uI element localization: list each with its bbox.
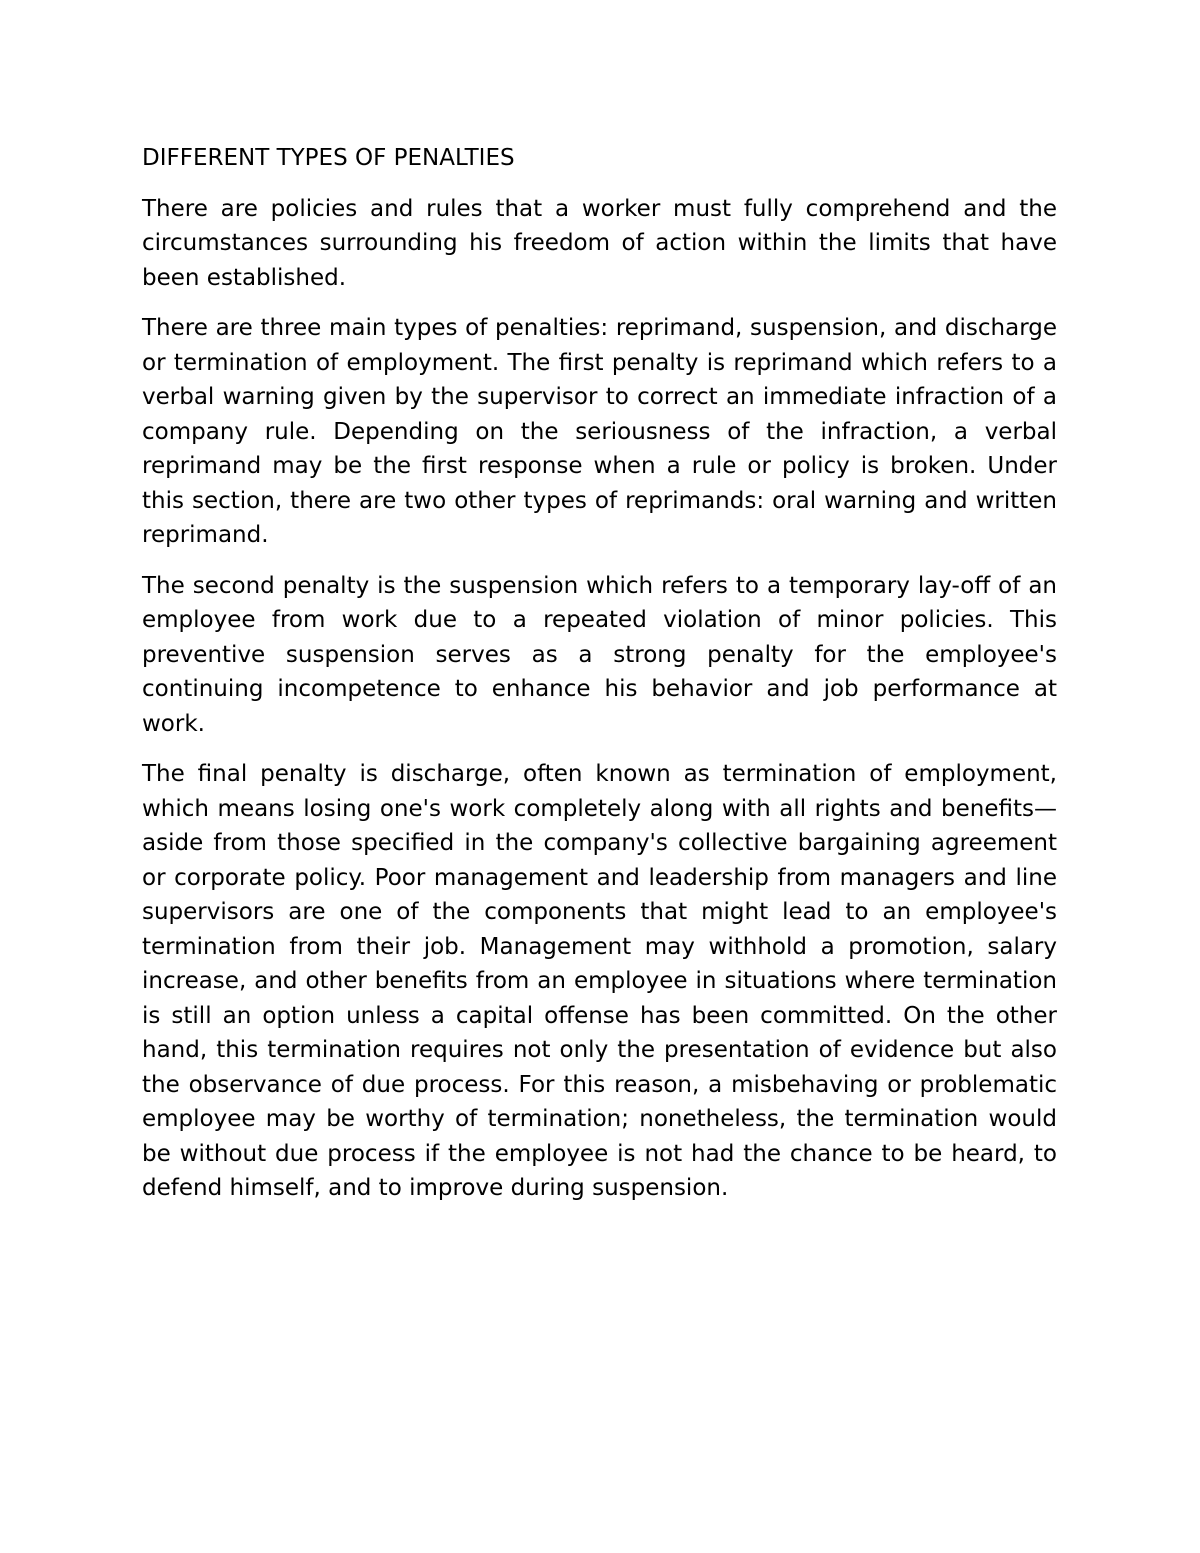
paragraph-discharge: The final penalty is discharge, often known as termination of employment, which means losing one's work completely along with all rights and benefits—aside from those specified in the company's collective bargaining agreement or corporate policy. Poor management and leadership from managers and line supervisors are one of the components that might lead to an employee's termination from their job. Management may withhold a promotion, salary increase, and other benefits from an employee in situations where termination is still an option unless a capital offense has been committed. On the other hand, this termination requires not only the presentation of evidence but also the observance of due process. For this reason, a misbehaving or problematic employee may be worthy of termination; nonetheless, the termination would be without due process if the employee is not had the chance to be heard, to defend himself, and to improve during suspension. [142, 761, 1057, 1201]
paragraph-suspension: The second penalty is the suspension which refers to a temporary lay-off of an employee from work due to a repeated violation of minor policies. This preventive suspension serves as a strong penalty for the employee's continuing incompetence to enhance his behavior and job performance at work. [142, 572, 1057, 737]
paragraph-intro: There are policies and rules that a worker must fully comprehend and the circumstances surrounding his freedom of action within the limits that have been established. [142, 195, 1057, 291]
document-title: DIFFERENT TYPES OF PENALTIES [142, 145, 515, 171]
document-body [142, 141, 1057, 1222]
paragraph-reprimand: There are three main types of penalties: reprimand, suspension, and discharge or termination of employment. The first penalty is reprimand which refers to a verbal warning given by the supervisor to correct an immediate infraction of a company rule. Depending on the seriousness of the infraction, a verbal reprimand may be the first response when a rule or policy is broken. Under this section, there are two other types of reprimands: oral warning and written reprimand. [142, 315, 1057, 548]
